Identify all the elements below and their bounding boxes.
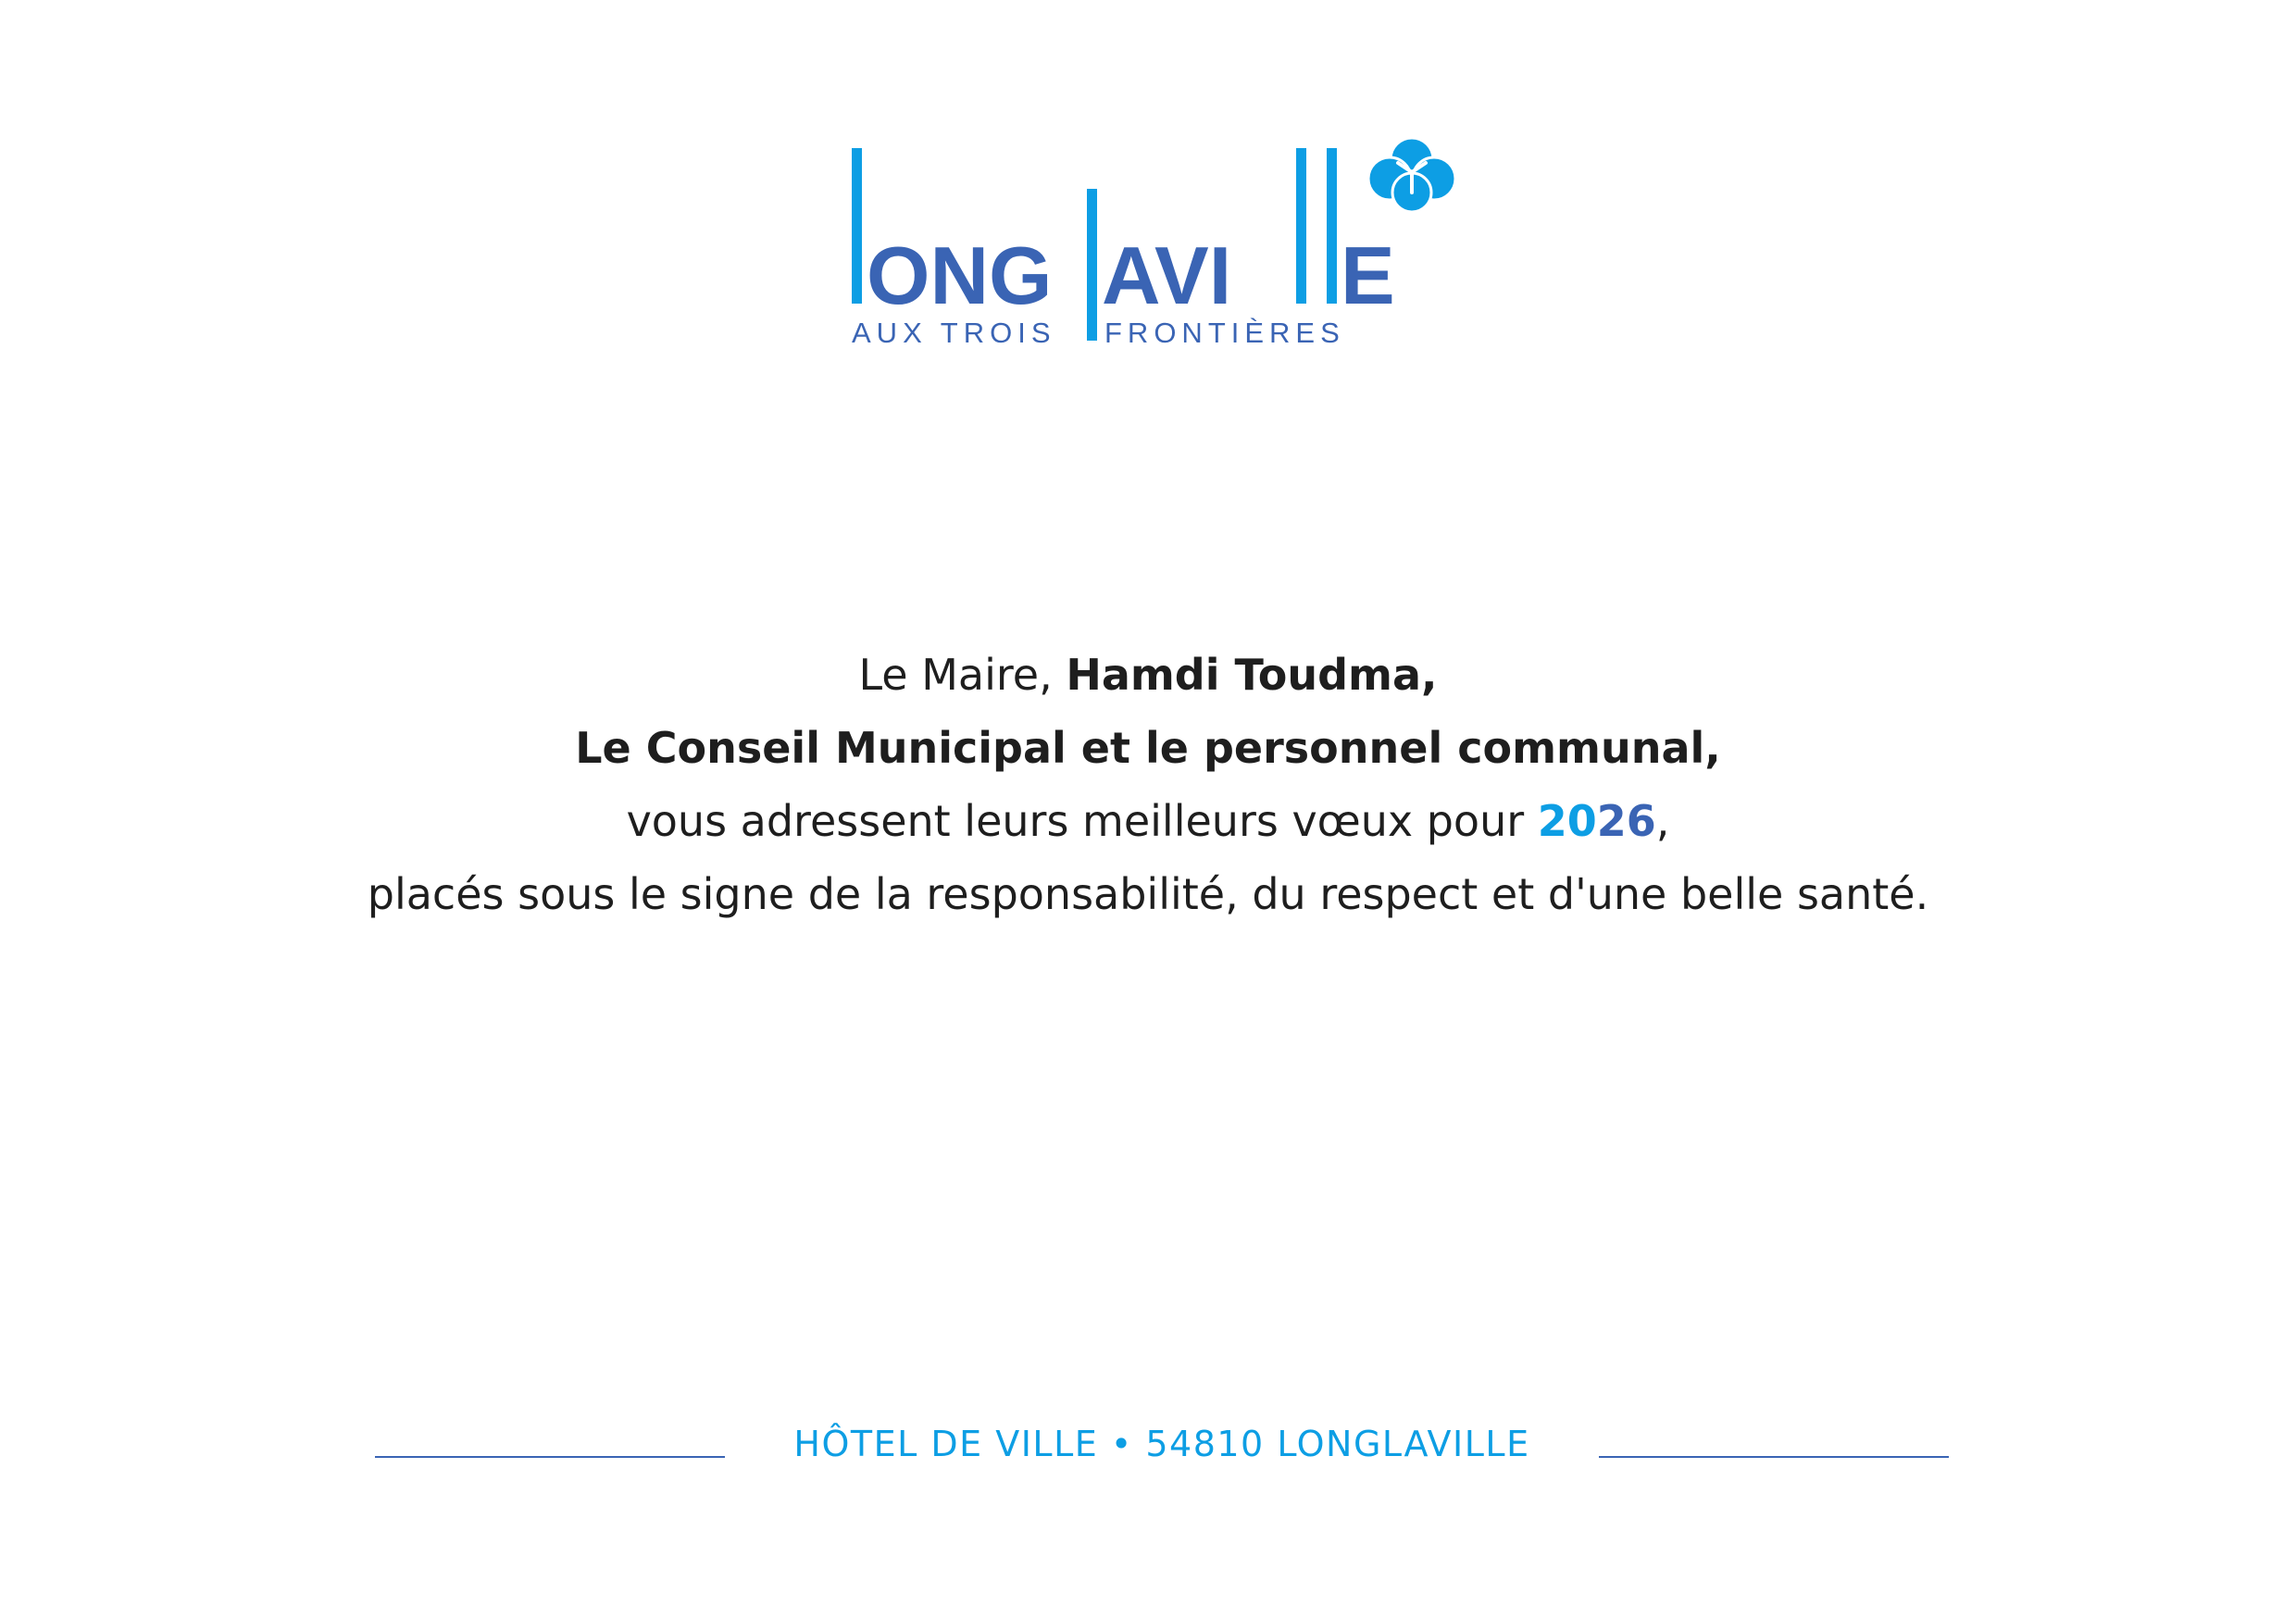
logo-bar-l4 [1327, 148, 1337, 304]
mayor-name: Hamdi Toudma, [1066, 650, 1438, 700]
greeting-line-mayor [0, 639, 2296, 712]
wishes-text: vous adressent leurs meilleurs vœux pour [626, 796, 1538, 846]
logo-tagline-left: AUX TROIS [852, 317, 1056, 349]
greeting-line-council [0, 712, 2296, 785]
year-digits-first: 20 [1537, 796, 1597, 846]
longlaville-logo [833, 120, 1463, 361]
logo-bar-l3 [1296, 148, 1306, 304]
footer-rule-right [1599, 1456, 1949, 1458]
logo-bar-l2 [1087, 189, 1097, 341]
year-digits-last: 26 [1596, 796, 1656, 846]
logo-bar-l1 [852, 148, 862, 304]
logo-tagline-right: FRONTIÈRES [1104, 317, 1345, 349]
logo-word-ong: ONG [867, 230, 1053, 321]
greeting-line-wishes [0, 785, 2296, 858]
logo-word-e: E [1341, 230, 1395, 321]
values-text: placés sous le signe de la responsabilité, du respect et d'une belle santé. [367, 869, 1929, 919]
footer-address: HÔTEL DE VILLE • 54810 LONGLAVILLE [793, 1424, 1530, 1464]
footer-rule-left [375, 1456, 725, 1458]
wishes-comma: , [1655, 796, 1670, 846]
greeting-line-values [0, 858, 2296, 931]
greeting-message [0, 639, 2296, 931]
council-text: Le Conseil Municipal et le personnel communal, [575, 723, 1721, 773]
logo-word-avi: AVI [1102, 230, 1232, 321]
mayor-label: Le Maire, [858, 650, 1067, 700]
